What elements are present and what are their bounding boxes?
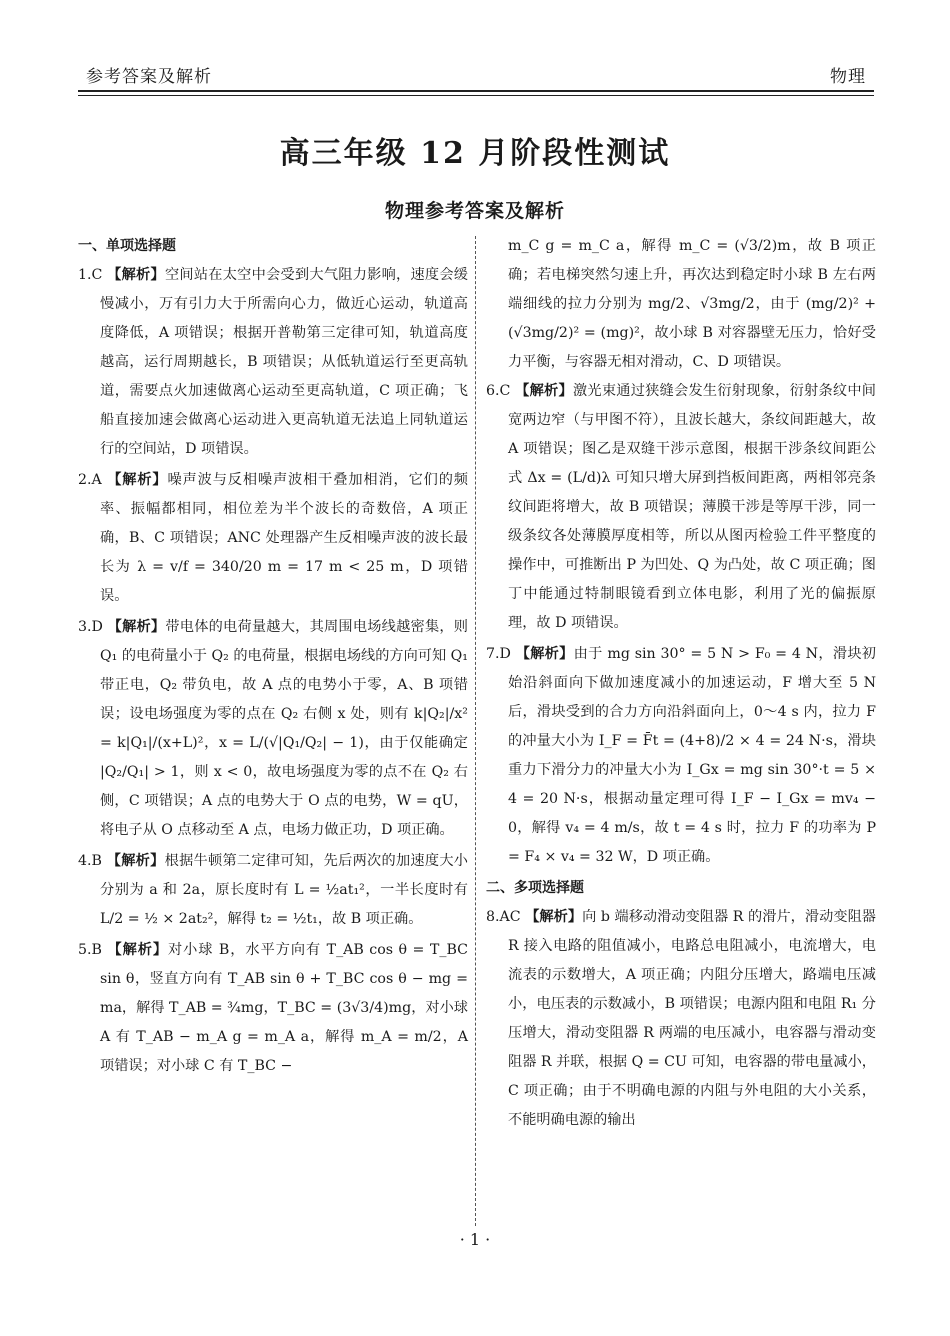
answer-body: 对小球 B，水平方向有 T_AB cos θ = T_BC sin θ，竖直方向有 T_AB sin θ + T_BC cos θ − mg = ma，解得 T_AB = ¾mg，T_BC = (3√3/4)mg，对小球 A 有 T_AB − m_A g = m_A a，解得 m_A = m/2，A 项错误；对小球 C 有 T_BC − [100,942,468,1074]
answer-body: 向 b 端移动滑动变阻器 R 的滑片，滑动变阻器 R 接入电路的阻值减小，电路总电阻减小，电流增大，电流表的示数增大，A 项正确；内阻分压增大，路端电压减小，电压表的示数减小，B 项错误；电源内阻和电阻 R₁ 分压增大，滑动变阻器 R 两端的电压减小，电容器与滑动变阻器 R 并联，根据 Q = CU 可知，电容器的带电量减小，C 项正确；由于不明确电源的内阻与外电阻的大小关系，不能明确电源的输出 [508,909,876,1128]
answer-number: 5.B [78,942,102,958]
answer-item-6 [486,377,876,638]
analysis-tag: 【解析】 [515,646,574,662]
answer-number: 2.A [78,472,102,488]
analysis-tag: 【解析】 [107,619,166,635]
analysis-tag: 【解析】 [525,909,583,925]
right-column [486,232,876,1137]
answer-number: 4.B [78,853,102,869]
header-left-label: 参考答案及解析 [86,67,212,87]
answer-item-5-continued: m_C g = m_C a，解得 m_C = (√3/2)m，故 B 项正确；若电梯突然匀速上升，再次达到稳定时小球 B 左右两端细线的拉力分别为 mg/2、√3mg/2，由于 (mg/2)² + (√3mg/2)² = (mg)²，故小球 B 对容器壁无压力，恰好受力平衡，与容器无相对滑动，C、D 项错误。 [508,238,876,370]
page-number: · 1 · [459,1230,491,1249]
analysis-tag: 【解析】 [107,942,169,958]
header-subject-label: 物理 [830,67,866,87]
page-subtitle: 物理参考答案及解析 [384,200,565,222]
answer-body: 空间站在太空中会受到大气阻力影响，速度会缓慢减小，万有引力大于所需向心力，做近心运动，轨道高度降低，A 项错误；根据开普勒第三定律可知，轨道高度越高，运行周期越长，B 项错误；从低轨道运行至更高轨道，需要点火加速做离心运动至更高轨道，C 项正确；飞船直接加速会做离心运动进入更高轨道无法追上同轨道运行的空间站，D 项错误。 [100,267,468,457]
answer-body: 根据牛顿第二定律可知，先后两次的加速度大小分别为 a 和 2a，原长度时有 L = ½at₁²，一半长度时有 L/2 = ½ × 2at₂²，解得 t₂ = ½t₁，故 B 项正确。 [100,853,468,927]
answer-body: 激光束通过狭缝会发生衍射现象，衍射条纹中间宽两边窄（与甲图不符），且波长越大，条纹间距越大，故 A 项错误；图乙是双缝干涉示意图，根据干涉条纹间距公式 Δx = (L/d)λ 可知只增大屏到挡板间距离，两相邻亮条纹间距将增大，故 B 项错误；薄膜干涉是等厚干涉，同一级条纹各处薄膜厚度相等，所以从图丙检验工件平整度的操作中，可推断出 P 为凹处、Q 为凸处，故 C 项正确；图丁中能通过特制眼镜看到立体电影，利用了光的偏振原理，故 D 项错误。 [508,383,876,631]
answer-item-3 [78,613,468,845]
answer-number: 6.C [486,383,511,399]
answer-body: 由于 mg sin 30° = 5 N > F₀ = 4 N，滑块初始沿斜面向下做加速度减小的加速运动，F 增大至 5 N 后，滑块受到的合力方向沿斜面向上，0～4 s 内，拉力 F 的冲量大小为 I_F = F̄t = (4+8)/2 × 4 = 24 N·s，滑块重力下滑分力的冲量大小为 I_Gx = mg sin 30°·t = 5 × 4 = 20 N·s，根据动量定理可得 I_F − I_Gx = mv₄ − 0，解得 v₄ = 4 m/s，故 t = 4 s 时，拉力 F 的功率为 P = F₄ × v₄ = 32 W，D 项正确。 [508,646,876,865]
answer-number: 7.D [486,646,511,662]
analysis-tag: 【解析】 [107,472,168,488]
answer-item-4 [78,847,468,934]
column-divider [475,236,476,1226]
header-rule-thick [78,90,874,92]
analysis-tag: 【解析】 [106,853,165,869]
answer-item-8 [486,903,876,1135]
answer-item-2 [78,466,468,611]
answer-number: 1.C [78,267,103,283]
answer-item-5 [78,936,468,1081]
answer-body: 带电体的电荷量越大，其周围电场线越密集，则 Q₁ 的电荷量小于 Q₂ 的电荷量，根据电场线的方向可知 Q₁ 带正电，Q₂ 带负电，故 A 点的电势小于零，A、B 项错误；设电场强度为零的点在 Q₂ 右侧 x 处，则有 k|Q₂|/x² = k|Q₁|/(x+L)²，x = L/(√|Q₁/Q₂| − 1)，由于仅能确定 |Q₂/Q₁| > 1，则 x < 0，故电场强度为零的点不在 Q₂ 右侧，C 项错误；A 点的电势大于 O 点的电势，W = qU，将电子从 O 点移动至 A 点，电场力做正功，D 项正确。 [100,619,468,838]
answer-number: 8.AC [486,909,521,925]
answer-item-1 [78,261,468,464]
running-header [78,58,874,98]
section-heading-multiple-choice: 二、多项选择题 [486,880,584,896]
page-title: 高三年级 12 月阶段性测试 [279,136,671,171]
analysis-tag: 【解析】 [515,383,573,399]
analysis-tag: 【解析】 [107,267,165,283]
header-rule-thin [78,95,874,96]
answer-item-7 [486,640,876,872]
left-column [78,232,468,1083]
answer-body: 噪声波与反相噪声波相干叠加相消，它们的频率、振幅都相同，相位差为半个波长的奇数倍，A 项正确，B、C 项错误；ANC 处理器产生反相噪声波的波长最长为 λ = v/f = 340/20 m = 17 m < 25 m，D 项错误。 [100,472,468,604]
answer-number: 3.D [78,619,103,635]
section-heading-single-choice: 一、单项选择题 [78,238,176,254]
